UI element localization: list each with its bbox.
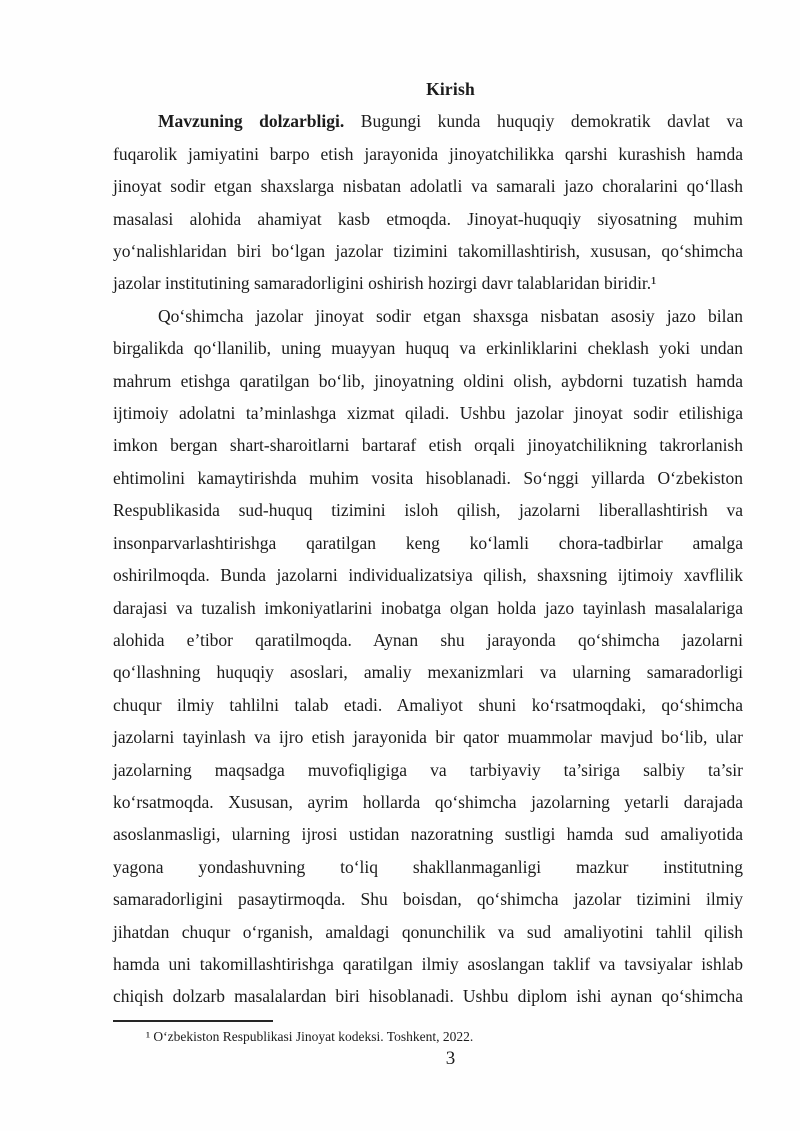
- text-line: qo‘llashning huquqiy asoslari, amaliy mexanizmlari va ularning samaradorligi: [113, 662, 743, 683]
- footnote-text: ¹ O‘zbekiston Respublikasi Jinoyat kodeksi. Toshkent, 2022.: [146, 1028, 474, 1044]
- text-line: Qo‘shimcha jazolar jinoyat sodir etgan shaxsga nisbatan asosiy jazo bilan: [158, 305, 743, 326]
- text-line: birgalikda qo‘llanilib, uning muayyan huquq va erkinliklarini cheklash yoki undan: [113, 338, 743, 359]
- paragraph-body: [113, 300, 743, 1013]
- paragraph-intro: [113, 105, 743, 299]
- text-line: chuqur ilmiy tahlilni talab etadi. Amaliyot shuni ko‘rsatmoqdaki, qo‘shimcha: [113, 694, 743, 715]
- text-line: mahrum etishga qaratilgan bo‘lib, jinoyatning oldini olish, aybdorni tuzatish hamda: [113, 370, 743, 391]
- text-line: ko‘rsatmoqda. Xususan, ayrim hollarda qo‘shimcha jazolarning yetarli darajada: [113, 791, 743, 812]
- page-title: Kirish: [426, 79, 475, 99]
- text-line: jinoyat sodir etgan shaxslarga nisbatan adolatli va samarali jazo choralarini qo‘llash: [113, 176, 743, 197]
- text-line: jazolarning maqsadga muvofiqligiga va tarbiyaviy ta’siriga salbiy ta’sir: [113, 759, 743, 780]
- footnote-separator: [113, 1020, 273, 1022]
- text-line: imkon bergan shart-sharoitlarni bartaraf etish orqali jinoyatchilikning takrorlanish: [113, 435, 743, 456]
- text-line-rest: Bugungi kunda huquqiy demokratik davlat va: [360, 111, 743, 132]
- text-line: yagona yondashuvning to‘liq shakllanmaganligi mazkur institutning: [113, 856, 743, 877]
- text-line: ijtimoiy adolatni ta’minlashga xizmat qiladi. Ushbu jazolar jinoyat sodir etilishiga: [113, 403, 743, 424]
- page-number: 3: [445, 1047, 456, 1069]
- text-line: jazolar institutining samaradorligini oshirish hozirgi davr talablaridan biridir.¹: [113, 273, 657, 294]
- text-line: ehtimolini kamaytirishda muhim vosita hisoblanadi. So‘nggi yillarda O‘zbekiston: [113, 467, 743, 488]
- text-line: jihatdan chuqur o‘rganish, amaldagi qonunchilik va sud amaliyotini tahlil qilish: [113, 921, 743, 942]
- text-line: hamda uni takomillashtirishga qaratilgan ilmiy asoslangan taklif va tavsiyalar ishlab: [113, 953, 743, 974]
- text-line: jazolarni tayinlash va ijro etish jarayonida bir qator muammolar mavjud bo‘lib, ular: [113, 727, 743, 748]
- text-line: samaradorligini pasaytirmoqda. Shu boisdan, qo‘shimcha jazolar tizimini ilmiy: [113, 889, 743, 910]
- text-line: [113, 105, 743, 137]
- text-line: alohida e’tibor qaratilmoqda. Aynan shu jarayonda qo‘shimcha jazolarni: [113, 629, 743, 650]
- text-line: fuqarolik jamiyatini barpo etish jarayonida jinoyatchilikka qarshi kurashish hamda: [113, 143, 743, 164]
- text-line: Respublikasida sud-huquq tizimini isloh qilish, jazolarni liberallashtirish va: [113, 500, 743, 521]
- paragraph-lead-bold: Mavzuning dolzarbligi.: [158, 111, 345, 132]
- footnote-block: [113, 1020, 743, 1046]
- text-line: darajasi va tuzalish imkoniyatlarini inobatga olgan holda jazo tayinlash masalalariga: [113, 597, 743, 618]
- text-line: insonparvarlashtirishga qaratilgan keng ko‘lamli chora-tadbirlar amalga: [113, 532, 743, 553]
- text-line: masalasi alohida ahamiyat kasb etmoqda. Jinoyat-huquqiy siyosatning muhim: [113, 208, 743, 229]
- text-line: asoslanmasligi, ularning ijrosi ustidan nazoratning sustligi hamda sud amaliyotida: [113, 824, 743, 845]
- text-line: chiqish dolzarb masalalardan biri hisoblanadi. Ushbu diplom ishi aynan qo‘shimcha: [113, 986, 743, 1007]
- text-line: oshirilmoqda. Bunda jazolarni individualizatsiya qilish, shaxsning ijtimoiy xavflilik: [113, 565, 743, 586]
- text-line: yo‘nalishlaridan biri bo‘lgan jazolar tizimini takomillashtirish, xususan, qo‘shimcha: [113, 241, 743, 262]
